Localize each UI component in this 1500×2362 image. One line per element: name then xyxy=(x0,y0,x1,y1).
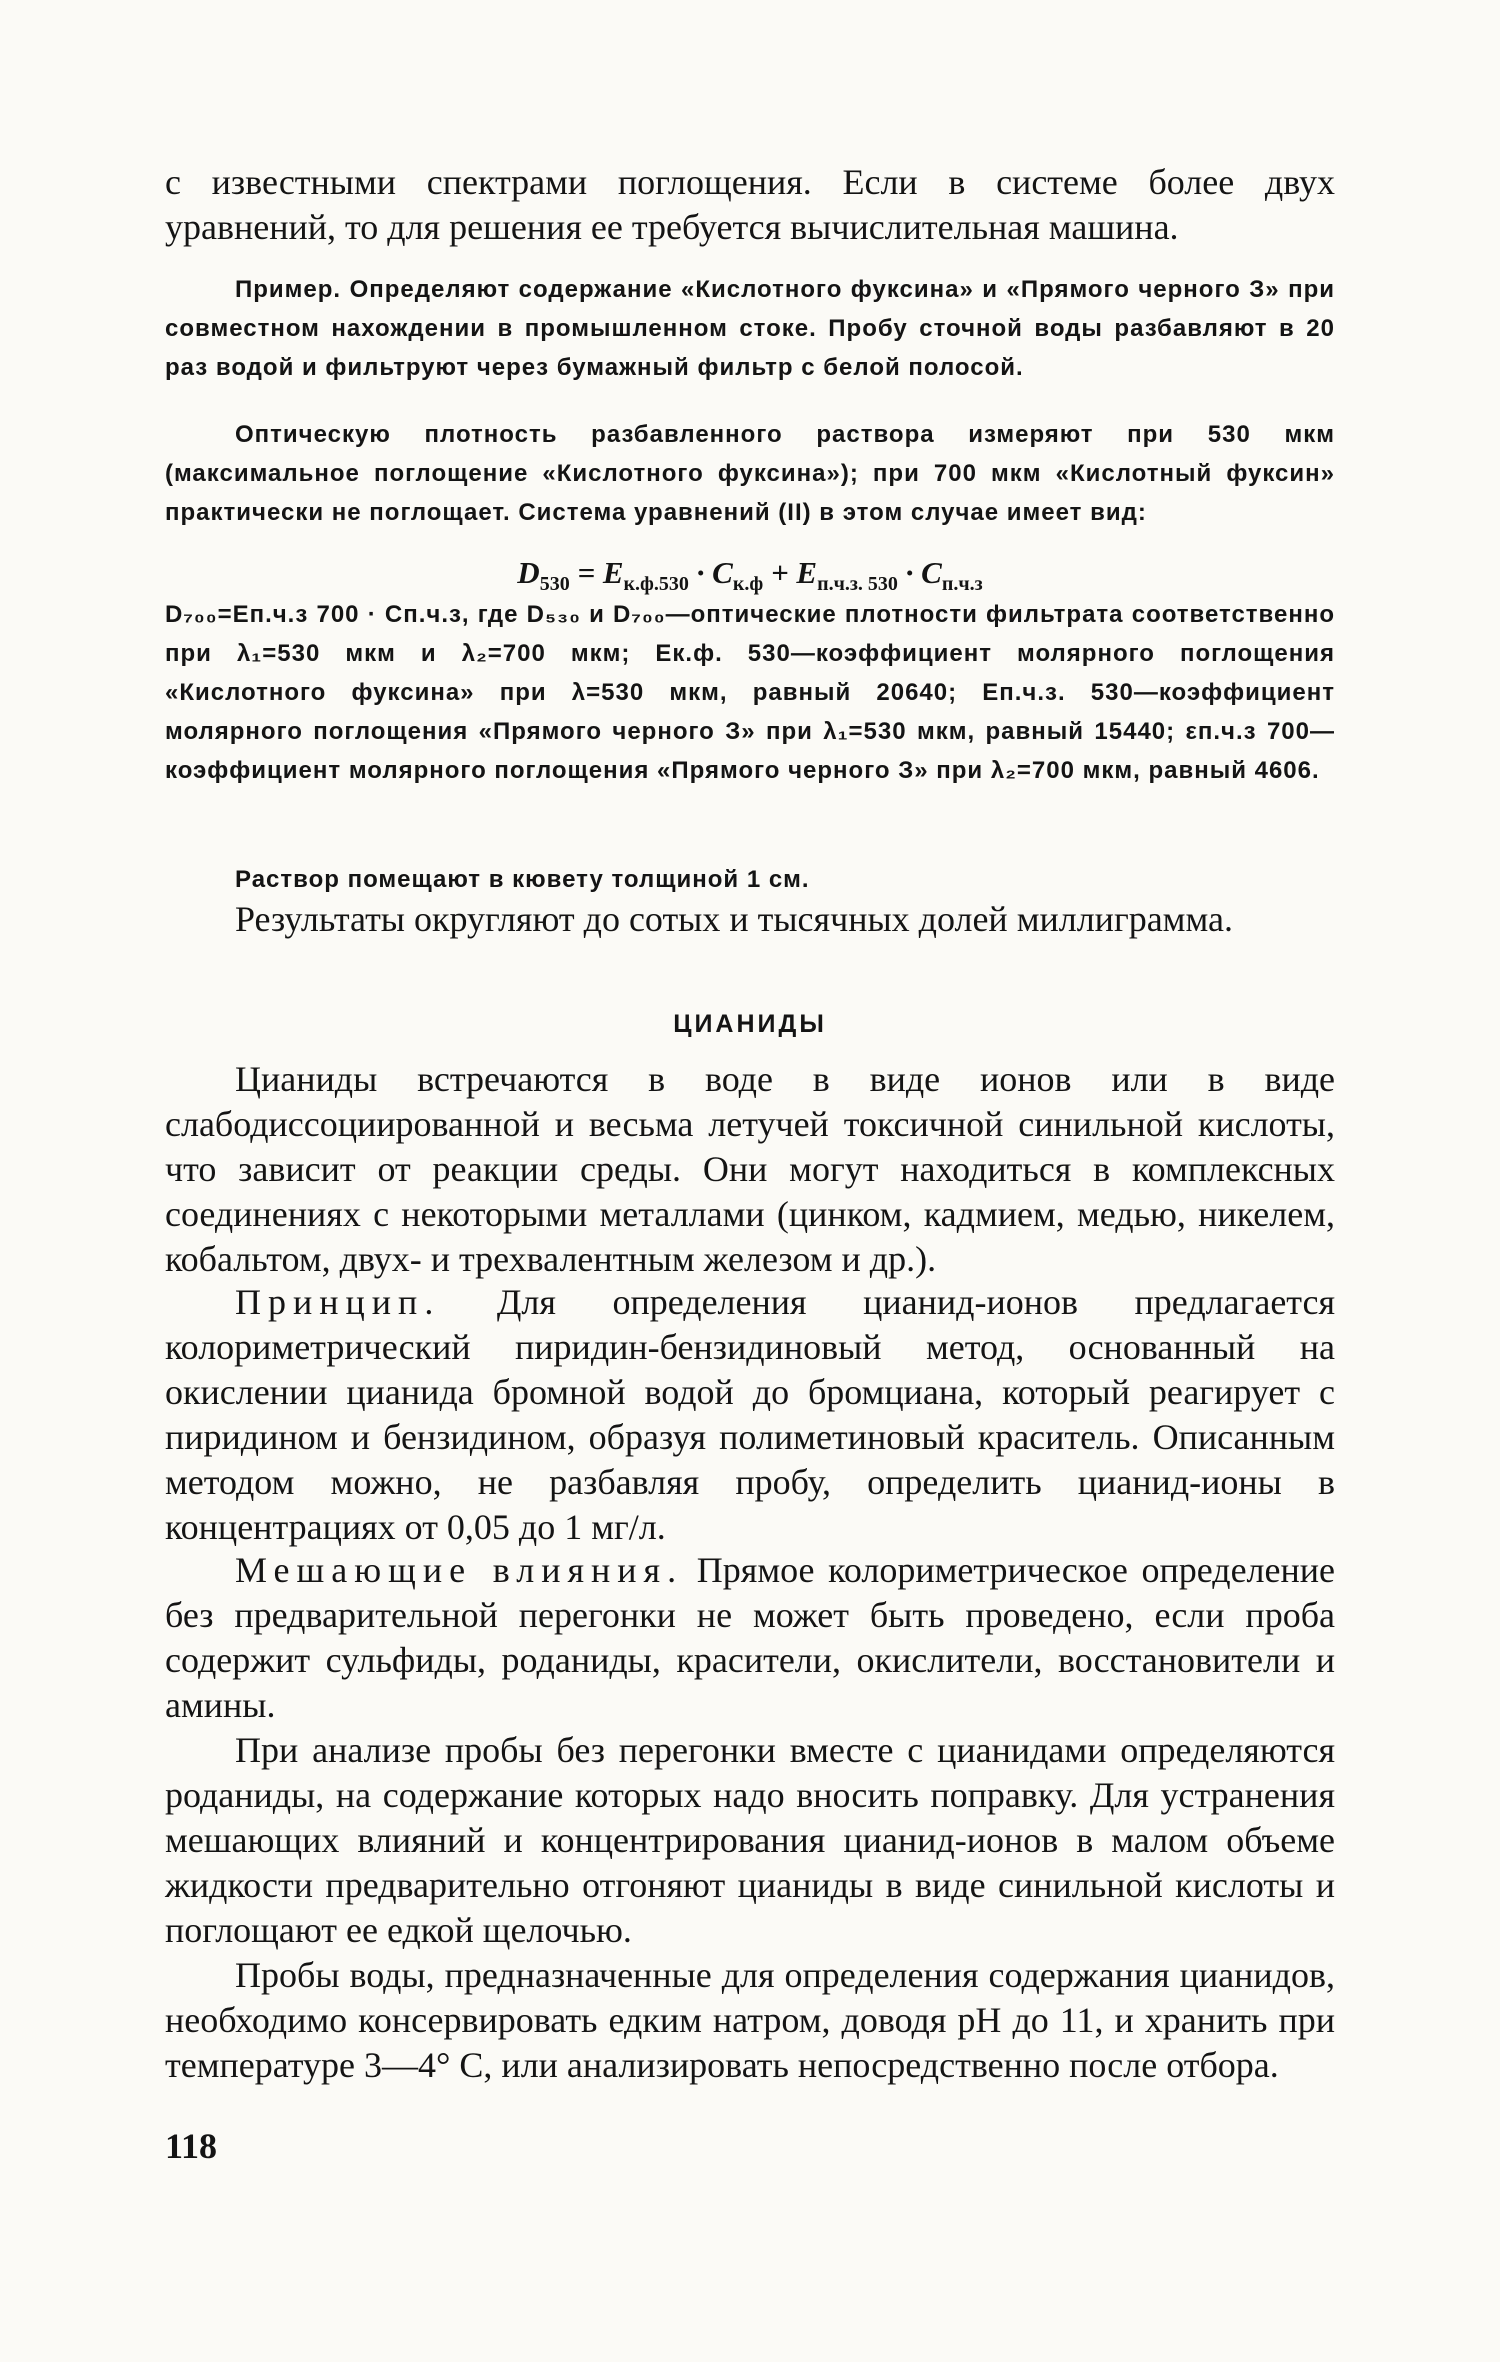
cuvette-paragraph: Раствор помещают в кювету толщиной 1 см. xyxy=(235,866,810,893)
principle-paragraph xyxy=(165,1280,1335,1550)
principle-lead: Принцип. xyxy=(235,1282,441,1322)
formula-sub: п.ч.з. 530 xyxy=(817,573,898,596)
optical-density-paragraph: Оптическую плотность разбавленного раствора измеряют при 530 мкм (максимальное поглощение «Кислотного фуксина»); при 700 мкм «Кислотный фуксин» практически не поглощает. Система уравнений (II) в этом случае имеет вид: xyxy=(165,421,1335,526)
interference-text: Прямое колориметрическое определение без предварительной перегонки не может быть проведено, если проба содержит сульфиды, роданиды, красители, окислители, восстановители и амины. xyxy=(165,1550,1335,1725)
example-text: Определяют содержание «Кислотного фуксина» и «Прямого черного З» при совместном нахождении в промышленном стоке. Пробу сточной воды разбавляют в 20 раз водой и фильтруют через бумажный фильтр с белой полосой. xyxy=(165,276,1335,381)
example-lead: Пример. xyxy=(235,276,342,303)
cyanides-intro-paragraph: Цианиды встречаются в воде в виде ионов или в виде слабодиссоциированной и весьма летучей токсичной синильной кислоты, что зависит от реакции среды. Они могут находиться в комплексных соединениях с некоторыми металлами (цинком, кадмием, медью, никелем, кобальтом, двух- и трехвалентным железом и др.). xyxy=(165,1059,1335,1279)
formula-sub: к.ф.530 xyxy=(623,573,689,596)
formula-sub: 530 xyxy=(539,573,570,596)
page-number: 118 xyxy=(165,2126,218,2166)
formula-part: · C xyxy=(688,555,733,590)
interference-lead: Мешающие влияния. xyxy=(235,1550,684,1590)
formula-part: · C xyxy=(897,555,942,590)
principle-text: Для определения цианид-ионов предлагается колориметрический пиридин-бензидиновый метод, основанный на окислении цианида бромной водой до бромциана, который реагирует с пиридином и бензидином, образуя полиметиновый краситель. Описанным методом можно, не разбавляя пробу, определить цианид-ионы в концентрациях от 0,05 до 1 мг/л. xyxy=(165,1282,1336,1547)
formula-sub: п.ч.з xyxy=(941,573,983,596)
formula-sub: к.ф xyxy=(732,573,764,596)
preservation-paragraph: Пробы воды, предназначенные для определения содержания цианидов, необходимо консервировать едким натром, доводя pH до 11, и хранить при температуре 3—4° С, или анализировать непосредственно после отбора. xyxy=(165,1955,1335,2085)
formula-part: D xyxy=(517,555,540,590)
example-paragraph xyxy=(165,270,1335,387)
formula-part: + E xyxy=(763,555,818,590)
formula-part: = E xyxy=(569,555,624,590)
intro-paragraph: с известными спектрами поглощения. Если в системе более двух уравнений, то для решения ее требуется вычислительная машина. xyxy=(165,162,1335,247)
coefficients-paragraph: D₇₀₀=Eп.ч.з 700 · Cп.ч.з, где D₅₃₀ и D₇₀₀—оптические плотности фильтрата соответственно при λ₁=530 мкм и λ₂=700 мкм; Eк.ф. 530—коэффициент молярного поглощения «Кислотного фуксина» при λ=530 мкм, равный 20640; Eп.ч.з. 530—коэффициент молярного поглощения «Прямого черного З» при λ₁=530 мкм, равный 15440; εп.ч.з 700—коэффициент молярного поглощения «Прямого черного З» при λ₂=700 мкм, равный 4606. xyxy=(165,601,1335,784)
distillation-paragraph: При анализе пробы без перегонки вместе с цианидами определяются роданиды, на содержание которых надо вносить поправку. Для устранения мешающих влияний и концентрирования цианид-ионов в малом объеме жидкости предварительно отгоняют цианиды в виде синильной кислоты и поглощают ее едкой щелочью. xyxy=(165,1730,1335,1950)
interference-paragraph xyxy=(165,1548,1335,1728)
rounding-paragraph: Результаты округляют до сотых и тысячных долей миллиграмма. xyxy=(235,899,1233,939)
section-heading: ЦИАНИДЫ xyxy=(673,1010,827,1038)
